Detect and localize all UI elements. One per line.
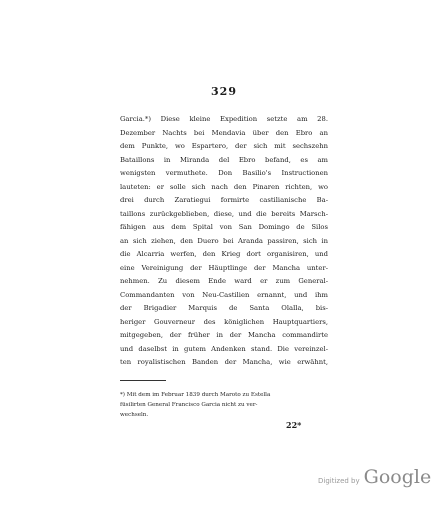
signature-mark: 22* (286, 420, 302, 430)
body-line: Commandanten von Neu-Castilien ernannt, und ihm (120, 290, 328, 299)
body-line: Bataillons in Miranda del Ebro befand, es am (120, 155, 328, 164)
body-line: der Brigadier Marquis de Santa Olalla, bis- (120, 304, 328, 312)
body-line: mitgegeben, der früher in der Mancha commandirte (120, 331, 328, 339)
digitized-watermark (318, 466, 431, 488)
body-line: die Alcarria werfen, den Krieg dort organisiren, und (120, 250, 328, 258)
body-line: ten royalistischen Banden der Mancha, wie erwähnt, (120, 358, 328, 366)
body-line: Dezember Nachts bei Mendavia über den Ebro an (120, 128, 328, 137)
body-line: an sich ziehen, den Duero bei Aranda passiren, sich in (120, 236, 328, 245)
body-line: taillons zurückgeblieben, diese, und die bereits Marsch- (120, 209, 328, 218)
body-line: fähigen aus dem Spital von San Domingo de Silos (120, 223, 328, 231)
body-line: dem Punkte, wo Espartero, der sich mit sechszehn (120, 142, 328, 150)
body-line: wenigsten vermuthete. Don Basilio's Instructionen (120, 169, 328, 177)
footnote-line: wechseln. (120, 412, 149, 418)
body-line: lauteten: er solle sich nach den Pinaren richten, wo (120, 182, 328, 191)
footnote-divider (120, 380, 166, 381)
body-line: drei durch Zaratiegui formirte castilianische Ba- (120, 196, 328, 204)
body-line: eine Vereinigung der Häuptlinge der Mancha unter- (120, 263, 328, 272)
body-line: nehmen. Zu diesem Ende ward er zum General- (120, 277, 328, 285)
watermark-prefix: Digitized by (318, 477, 360, 485)
page-number: 329 (211, 85, 237, 98)
footnote-line: füsilirten General Francisco Garcia nicht zu ver- (120, 402, 258, 408)
body-line: heriger Gouverneur des königlichen Hauptquartiers, (120, 317, 328, 326)
body-line: Garcia.*) Diese kleine Expedition setzte am 28. (120, 115, 328, 123)
footnote-line: *) Mit dem im Februar 1839 durch Maroto zu Estella (120, 392, 271, 398)
body-line: und daselbst in gutem Andenken stand. Die vereinzel- (120, 344, 328, 353)
google-logo: Google (363, 466, 432, 488)
